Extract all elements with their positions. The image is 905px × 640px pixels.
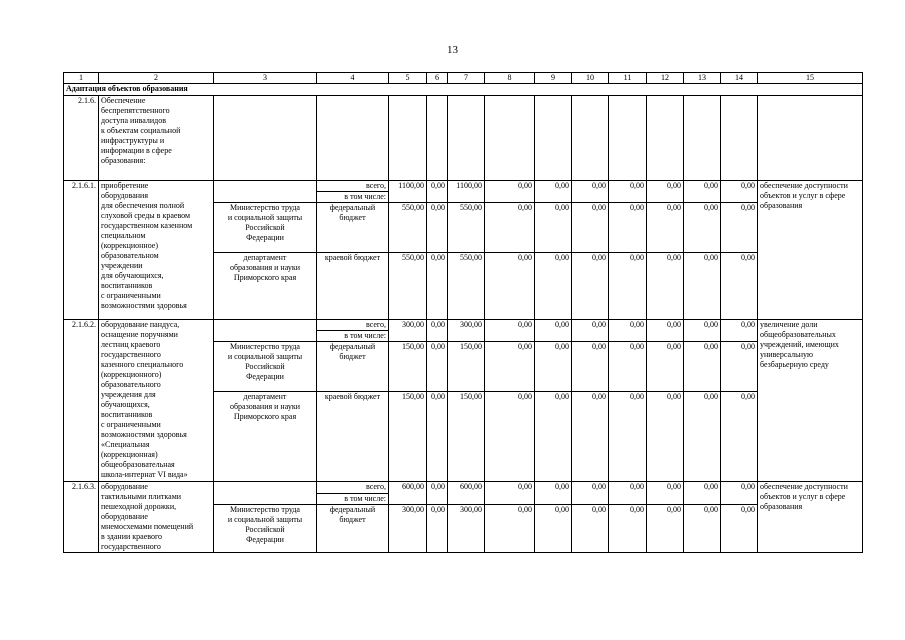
value-cell: 0,00: [609, 253, 647, 320]
program-table: [63, 72, 863, 553]
value-cell: 0,00: [427, 505, 448, 553]
value-cell: 0,00: [535, 482, 572, 505]
executor: Министерство труда и социальной защиты Российской Федерации: [214, 203, 317, 253]
value-cell: 550,00: [389, 203, 427, 253]
executor: Министерство труда и социальной защиты Российской Федерации: [214, 342, 317, 392]
value-cell: 0,00: [609, 181, 647, 203]
value-cell: 0,00: [721, 342, 758, 392]
value-cell: 0,00: [572, 482, 609, 505]
incl-label: в том числе:: [317, 192, 389, 203]
value-cell: 0,00: [485, 482, 535, 505]
value-cell: 0,00: [572, 181, 609, 203]
col-header: 13: [684, 73, 721, 84]
value-cell: 0,00: [609, 203, 647, 253]
item-code: 2.1.6.3.: [64, 482, 99, 553]
value-cell: 0,00: [647, 482, 684, 505]
value-cell: 1100,00: [389, 181, 427, 203]
item-name: оборудование пандуса, оснащение поручнями лестниц краевого государственного казенного специального (коррекционного) образовательного учреждения для обучающихся, воспитанников с ограниченными возможностями здоровья «Специальная (коррекционная) общеобразовательная школа-интернат VI вида»: [99, 320, 214, 482]
value-cell: 0,00: [647, 392, 684, 482]
value-cell: 0,00: [427, 320, 448, 342]
header-row: [64, 73, 863, 84]
value-cell: 0,00: [647, 320, 684, 342]
value-cell: 0,00: [572, 253, 609, 320]
value-cell: 0,00: [721, 505, 758, 553]
total-label: всего,: [317, 482, 389, 494]
value-cell: 300,00: [389, 505, 427, 553]
value-cell: 550,00: [389, 253, 427, 320]
value-cell: 600,00: [448, 482, 485, 505]
value-cell: 0,00: [427, 482, 448, 505]
item-total-row: [64, 181, 863, 192]
value-cell: 0,00: [647, 203, 684, 253]
value-cell: 0,00: [609, 482, 647, 505]
value-cell: 0,00: [485, 505, 535, 553]
section-row: [64, 84, 863, 96]
incl-label: в том числе:: [317, 493, 389, 505]
total-label: всего,: [317, 320, 389, 331]
col-header: 4: [317, 73, 389, 84]
col-header: 7: [448, 73, 485, 84]
col-header: 8: [485, 73, 535, 84]
col-header: 3: [214, 73, 317, 84]
source: краевой бюджет: [317, 392, 389, 482]
value-cell: 0,00: [572, 392, 609, 482]
value-cell: 0,00: [535, 342, 572, 392]
value-cell: 0,00: [684, 392, 721, 482]
item-total-row: [64, 320, 863, 331]
incl-label: в том числе:: [317, 331, 389, 342]
row-2-1-6: [64, 96, 863, 181]
col-header: 2: [99, 73, 214, 84]
source: федеральный бюджет: [317, 505, 389, 553]
value-cell: 0,00: [647, 342, 684, 392]
total-label: всего,: [317, 181, 389, 192]
col-header: 6: [427, 73, 448, 84]
value-cell: 0,00: [721, 482, 758, 505]
item-code: 2.1.6.1.: [64, 181, 99, 320]
col-header: 12: [647, 73, 684, 84]
value-cell: 0,00: [609, 392, 647, 482]
executor: департамент образования и науки Приморского края: [214, 253, 317, 320]
value-cell: 0,00: [721, 203, 758, 253]
value-cell: 0,00: [427, 203, 448, 253]
value-cell: 0,00: [684, 253, 721, 320]
source: федеральный бюджет: [317, 342, 389, 392]
page-number: 13: [447, 44, 458, 56]
col-header: 10: [572, 73, 609, 84]
row-name: Обеспечение беспрепятственного доступа инвалидов к объектам социальной инфраструктуры и информации в сфере образования:: [99, 96, 214, 181]
value-cell: 300,00: [389, 320, 427, 342]
value-cell: 0,00: [485, 203, 535, 253]
item-code: 2.1.6.2.: [64, 320, 99, 482]
value-cell: 0,00: [684, 505, 721, 553]
item-total-row: [64, 482, 863, 494]
section-title: Адаптация объектов образования: [64, 84, 863, 96]
value-cell: 0,00: [647, 181, 684, 203]
value-cell: 0,00: [535, 203, 572, 253]
value-cell: 0,00: [485, 320, 535, 342]
value-cell: 0,00: [535, 253, 572, 320]
value-cell: 0,00: [485, 253, 535, 320]
value-cell: 0,00: [721, 181, 758, 203]
value-cell: 300,00: [448, 505, 485, 553]
value-cell: 1100,00: [448, 181, 485, 203]
item-name: приобретение оборудования для обеспечения полной слуховой среды в краевом государственном казенном специальном (коррекционное) образовательном учреждении для обучающихся, воспитанников с ограниченными возможностями здоровья: [99, 181, 214, 320]
value-cell: 150,00: [389, 342, 427, 392]
value-cell: 300,00: [448, 320, 485, 342]
value-cell: 0,00: [572, 342, 609, 392]
value-cell: 0,00: [609, 320, 647, 342]
value-cell: 150,00: [448, 392, 485, 482]
item-name: оборудование тактильными плитками пешеходной дорожки, оборудование мнемосхемами помещений в здании краевого государственного: [99, 482, 214, 553]
value-cell: 0,00: [684, 342, 721, 392]
col-header: 14: [721, 73, 758, 84]
value-cell: 0,00: [609, 505, 647, 553]
value-cell: 0,00: [684, 181, 721, 203]
executor: департамент образования и науки Приморского края: [214, 392, 317, 482]
value-cell: 600,00: [389, 482, 427, 505]
value-cell: 0,00: [647, 253, 684, 320]
col-header: 1: [64, 73, 99, 84]
value-cell: 0,00: [427, 253, 448, 320]
item-result: обеспечение доступности объектов и услуг в сфере образования: [758, 482, 863, 553]
value-cell: 0,00: [684, 320, 721, 342]
source: краевой бюджет: [317, 253, 389, 320]
executor: Министерство труда и социальной защиты Российской Федерации: [214, 505, 317, 553]
col-header: 15: [758, 73, 863, 84]
col-header: 11: [609, 73, 647, 84]
value-cell: 0,00: [572, 320, 609, 342]
col-header: 5: [389, 73, 427, 84]
value-cell: 0,00: [572, 203, 609, 253]
value-cell: 0,00: [572, 505, 609, 553]
value-cell: 550,00: [448, 253, 485, 320]
value-cell: 0,00: [485, 181, 535, 203]
value-cell: 0,00: [721, 253, 758, 320]
col-header: 9: [535, 73, 572, 84]
value-cell: 0,00: [427, 181, 448, 203]
value-cell: 0,00: [535, 505, 572, 553]
value-cell: 0,00: [427, 342, 448, 392]
value-cell: 150,00: [389, 392, 427, 482]
value-cell: 150,00: [448, 342, 485, 392]
source: федеральный бюджет: [317, 203, 389, 253]
item-result: обеспечение доступности объектов и услуг в сфере образования: [758, 181, 863, 320]
value-cell: 0,00: [684, 203, 721, 253]
value-cell: 0,00: [535, 181, 572, 203]
value-cell: 0,00: [684, 482, 721, 505]
value-cell: 0,00: [647, 505, 684, 553]
value-cell: 550,00: [448, 203, 485, 253]
value-cell: 0,00: [485, 392, 535, 482]
value-cell: 0,00: [609, 342, 647, 392]
value-cell: 0,00: [535, 320, 572, 342]
row-code: 2.1.6.: [64, 96, 99, 181]
item-result: увеличение доли общеобразовательных учреждений, имеющих универсальную безбарьерную среду: [758, 320, 863, 482]
value-cell: 0,00: [427, 392, 448, 482]
value-cell: 0,00: [721, 392, 758, 482]
value-cell: 0,00: [721, 320, 758, 342]
value-cell: 0,00: [535, 392, 572, 482]
value-cell: 0,00: [485, 342, 535, 392]
